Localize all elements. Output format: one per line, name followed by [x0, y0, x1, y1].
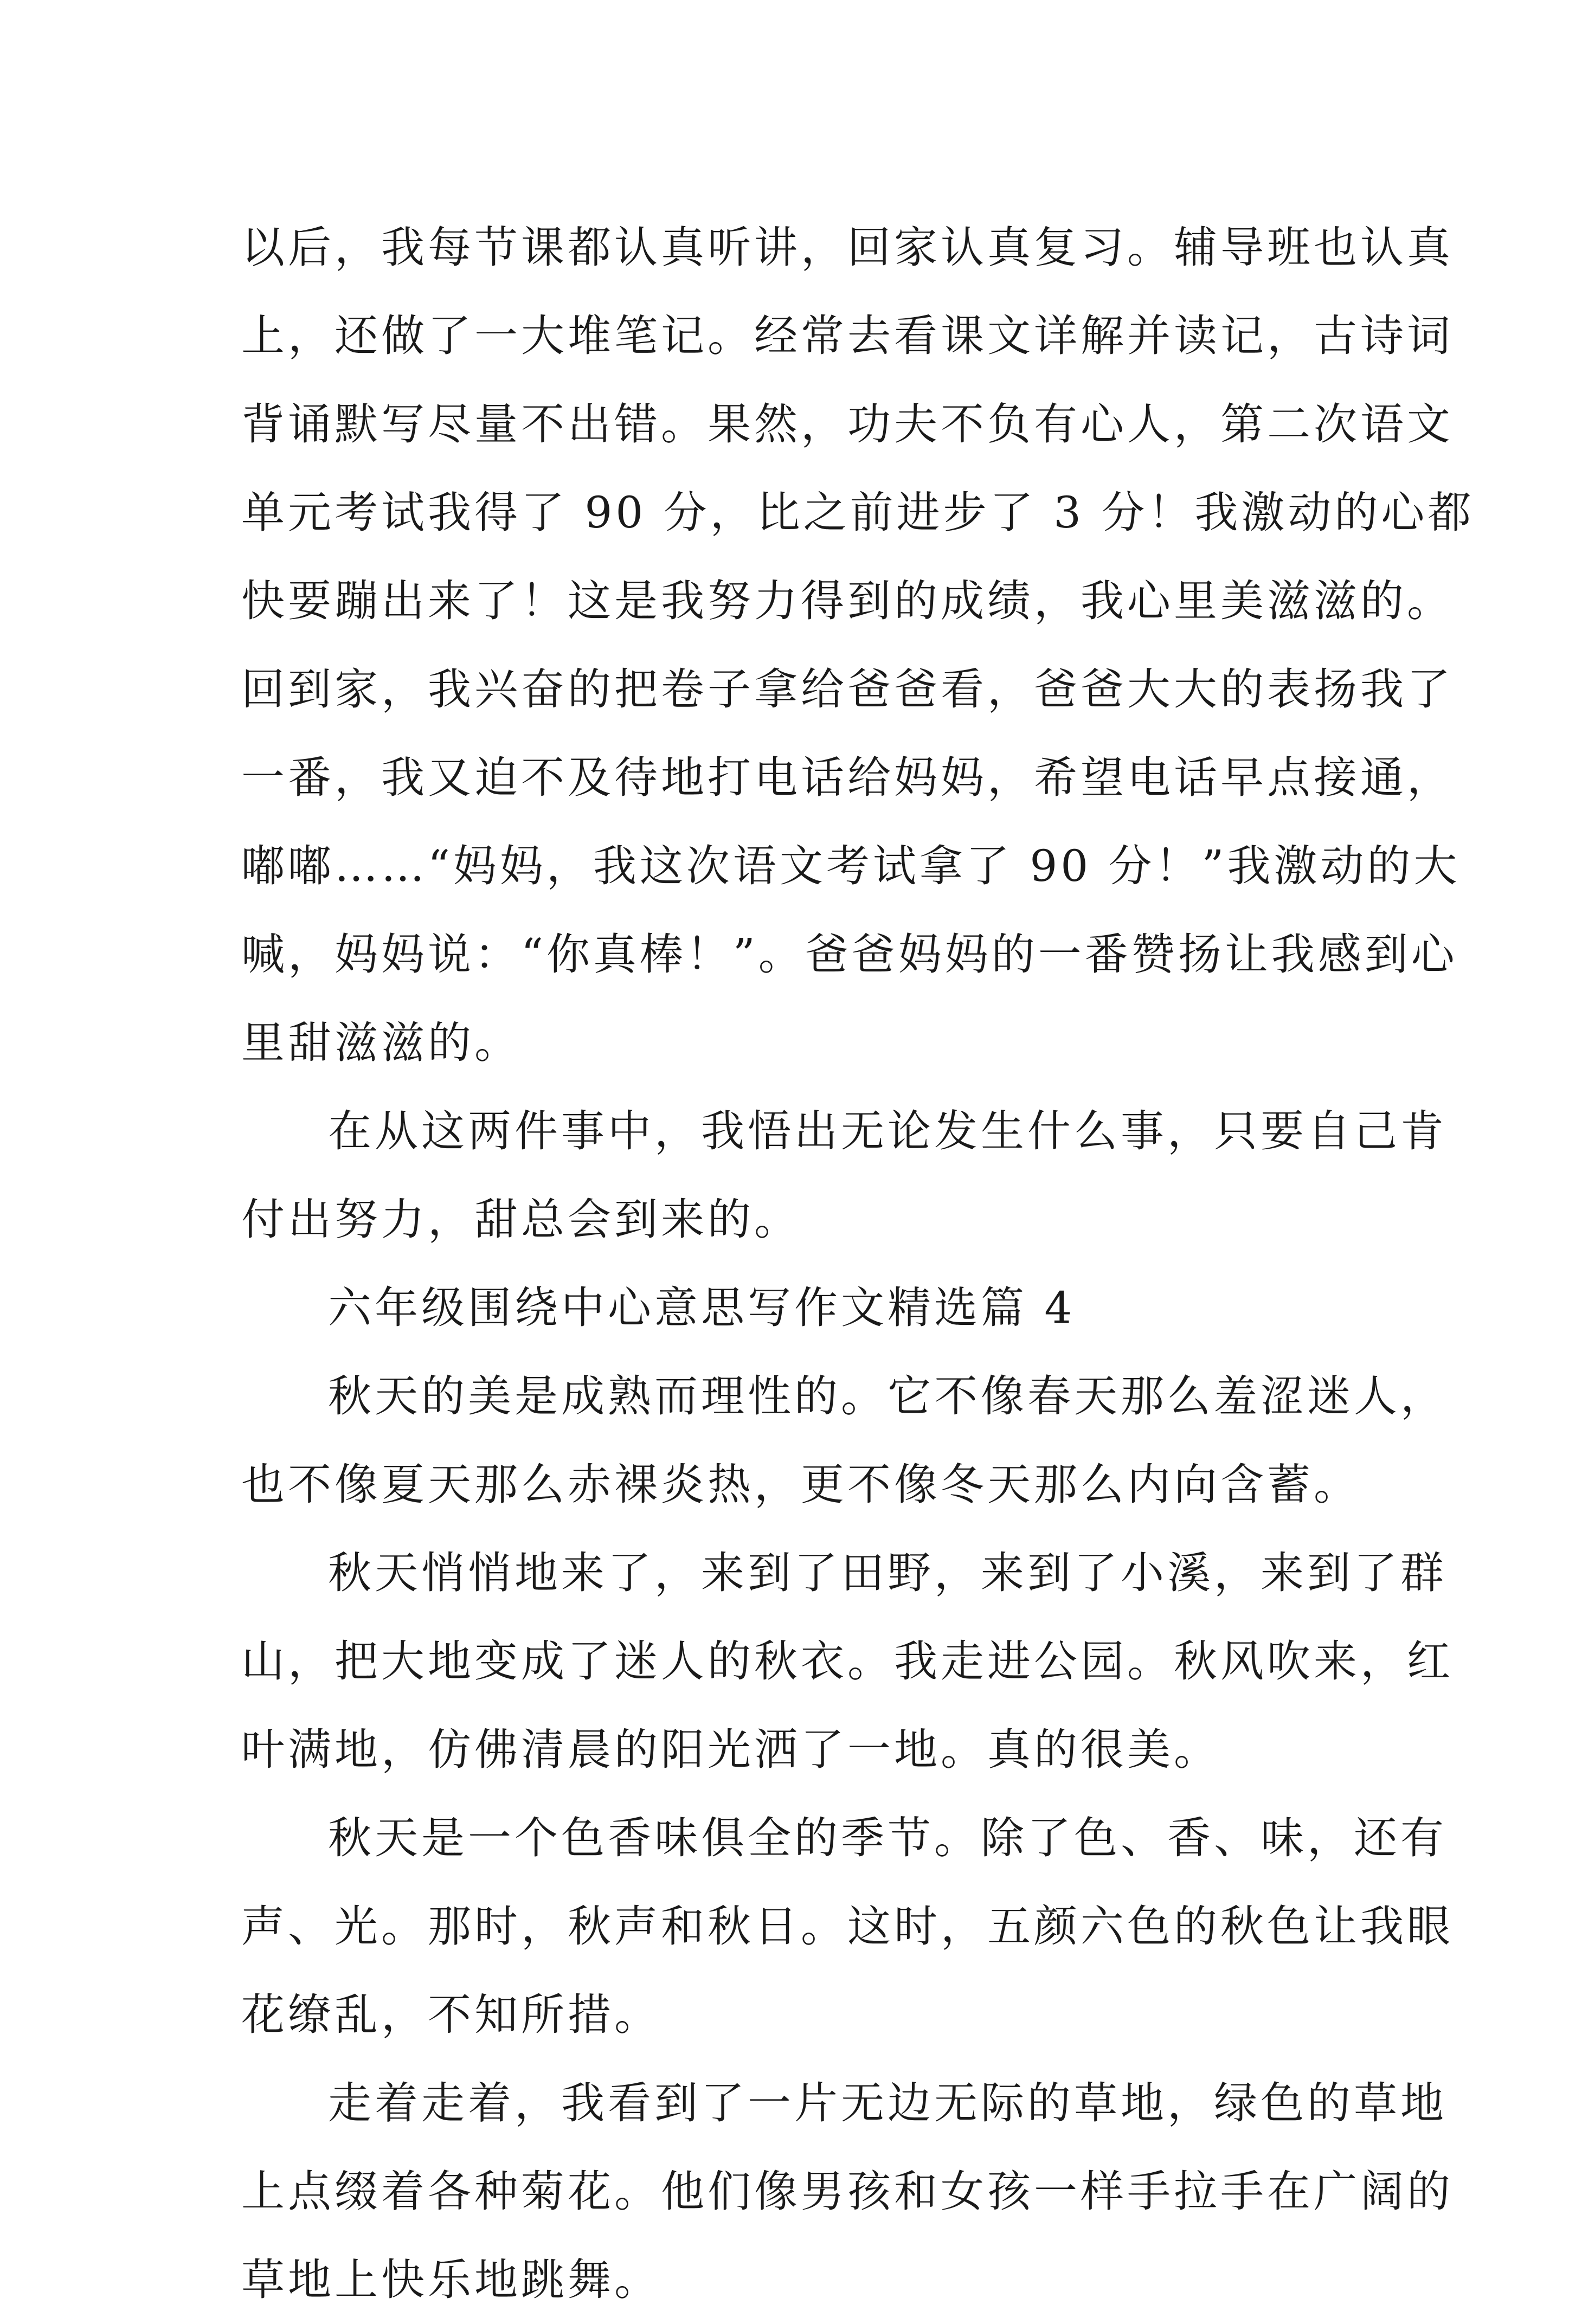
text-line-15: 也不像夏天那么赤裸炎热，更不像冬天那么内向含蓄。 — [241, 1459, 1360, 1510]
text-line-17: 山，把大地变成了迷人的秋衣。我走进公园。秋风吹来，红 — [241, 1636, 1454, 1686]
text-line-20: 声、光。那时，秋声和秋日。这时，五颜六色的秋色让我眼 — [241, 1901, 1454, 1952]
text-line-3: 背诵默写尽量不出错。果然，功夫不负有心人，第二次语文 — [241, 399, 1454, 449]
text-line-19: 秋天是一个色香味俱全的季节。除了色、香、味，还有 — [328, 1813, 1447, 1863]
text-line-10: 里甜滋滋的。 — [241, 1018, 521, 1068]
text-line-16: 秋天悄悄地来了，来到了田野，来到了小溪，来到了群 — [328, 1548, 1447, 1598]
text-line-11: 在从这两件事中，我悟出无论发生什么事，只要自己肯 — [328, 1106, 1447, 1156]
text-line-23: 上点缀着各种菊花。他们像男孩和女孩一样手拉手在广阔的 — [241, 2166, 1454, 2217]
text-line-7: 一番，我又迫不及待地打电话给妈妈，希望电话早点接通， — [241, 752, 1454, 803]
text-line-4: 单元考试我得了 90 分，比之前进步了 3 分！我激动的心都 — [241, 487, 1475, 538]
document-body — [241, 203, 1475, 2324]
text-line-8: 嘟嘟……“妈妈，我这次语文考试拿了 90 分！”我激动的大 — [241, 841, 1461, 891]
text-line-22: 走着走着，我看到了一片无边无际的草地，绿色的草地 — [328, 2078, 1447, 2128]
text-line-5: 快要蹦出来了！这是我努力得到的成绩，我心里美滋滋的。 — [241, 576, 1454, 626]
text-line-9: 喊，妈妈说：“你真棒！”。爸爸妈妈的一番赞扬让我感到心 — [241, 929, 1458, 980]
text-line-21: 花缭乱，不知所措。 — [241, 1990, 661, 2040]
text-line-2: 上，还做了一大堆笔记。经常去看课文详解并读记，古诗词 — [241, 311, 1454, 361]
text-line-1: 以后，我每节课都认真听讲，回家认真复习。辅导班也认真 — [241, 222, 1454, 273]
text-line-24: 草地上快乐地跳舞。 — [241, 2255, 661, 2305]
section-heading: 六年级围绕中心意思写作文精选篇 4 — [328, 1283, 1076, 1333]
text-line-14: 秋天的美是成熟而理性的。它不像春天那么羞涩迷人， — [328, 1371, 1447, 1421]
text-line-18: 叶满地，仿佛清晨的阳光洒了一地。真的很美。 — [241, 1724, 1220, 1775]
text-line-12: 付出努力，甜总会到来的。 — [241, 1194, 801, 1245]
text-line-6: 回到家，我兴奋的把卷子拿给爸爸看，爸爸大大的表扬我了 — [241, 664, 1454, 714]
